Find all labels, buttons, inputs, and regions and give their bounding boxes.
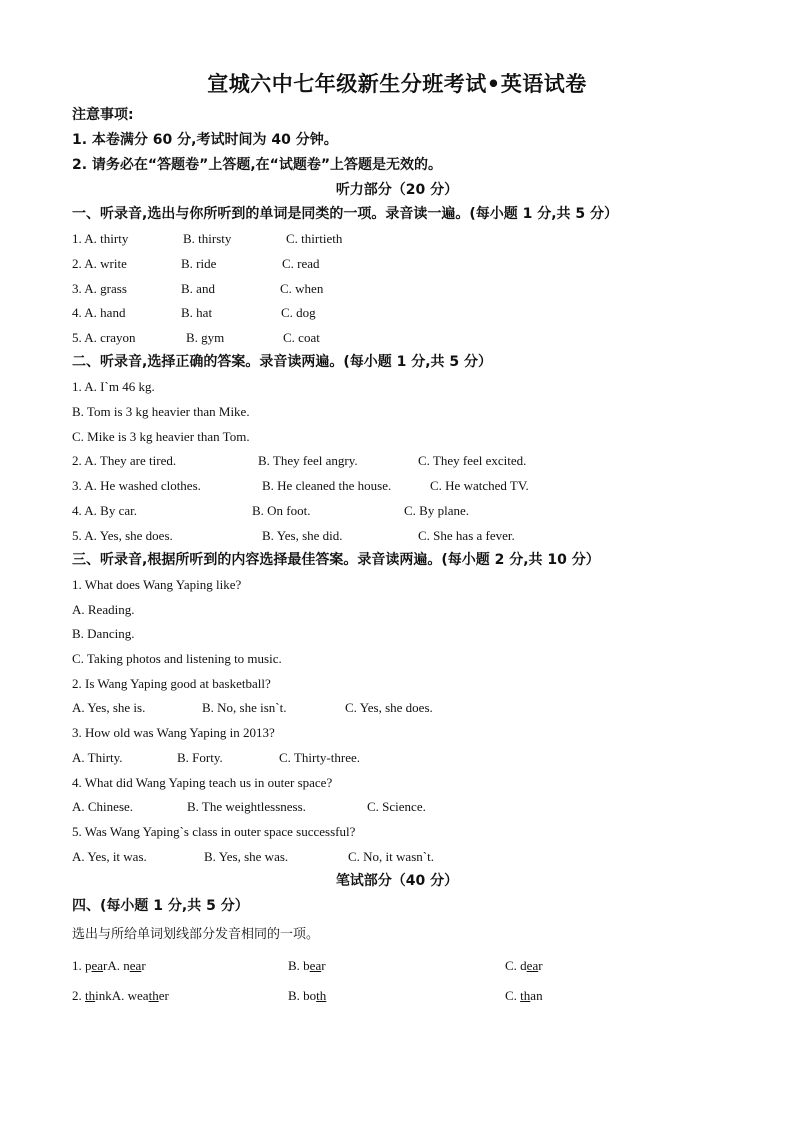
s2-q2-a: 2. A. They are tired.	[72, 453, 177, 468]
s1-q4-a: 4. A. hand	[72, 305, 126, 320]
s3-q2-b: B. No, she isn`t.	[202, 700, 287, 715]
s1-q1-b: B. thirsty	[183, 231, 232, 246]
s4-q2-word: 2. thinkA. weather	[72, 988, 169, 1003]
s4-q1-c: C. dear	[505, 958, 543, 973]
s1-q3-a: 3. A. grass	[72, 281, 127, 296]
s4-q1-word: 1. pearA. near	[72, 958, 146, 973]
listening-heading: 听力部分（20 分）	[335, 182, 459, 198]
s2-q1-b: B. Tom is 3 kg heavier than Mike.	[72, 404, 250, 419]
s3-q4-c: C. Science.	[367, 799, 426, 814]
notice-heading: 注意事项:	[72, 107, 134, 123]
s3-q1-b: B. Dancing.	[72, 626, 135, 641]
s4-q2-b: B. both	[288, 988, 327, 1003]
s1-q4-b: B. hat	[181, 305, 213, 320]
s1-q4-c: C. dog	[281, 305, 316, 320]
s2-q3-c: C. He watched TV.	[430, 478, 529, 493]
section2-heading: 二、听录音,选择正确的答案。录音读两遍。(每小题 1 分,共 5 分）	[72, 354, 493, 370]
s3-q3-question: 3. How old was Wang Yaping in 2013?	[72, 725, 275, 740]
s2-q2-c: C. They feel excited.	[418, 453, 527, 468]
s3-q1-c: C. Taking photos and listening to music.	[72, 651, 282, 666]
s1-q5-c: C. coat	[283, 330, 320, 345]
s1-q1-a: 1. A. thirty	[72, 231, 129, 246]
s3-q5-c: C. No, it wasn`t.	[348, 849, 434, 864]
section3-heading: 三、听录音,根据所听到的内容选择最佳答案。录音读两遍。(每小题 2 分,共 10 分）	[72, 552, 600, 568]
s3-q1-a: A. Reading.	[72, 602, 135, 617]
s3-q5-a: A. Yes, it was.	[72, 849, 147, 864]
s1-q3-c: C. when	[280, 281, 324, 296]
s3-q4-question: 4. What did Wang Yaping teach us in outer space?	[72, 775, 333, 790]
s1-q5-b: B. gym	[186, 330, 225, 345]
notice-item-2: 2. 请务必在“答题卷”上答题,在“试题卷”上答题是无效的。	[72, 157, 443, 173]
s2-q4-c: C. By plane.	[404, 503, 469, 518]
s2-q1-c: C. Mike is 3 kg heavier than Tom.	[72, 429, 250, 444]
s1-q2-c: C. read	[282, 256, 320, 271]
s3-q4-b: B. The weightlessness.	[187, 799, 306, 814]
s1-q5-a: 5. A. crayon	[72, 330, 136, 345]
s2-q2-b: B. They feel angry.	[258, 453, 358, 468]
s3-q2-question: 2. Is Wang Yaping good at basketball?	[72, 676, 271, 691]
s3-q2-a: A. Yes, she is.	[72, 700, 146, 715]
s3-q4-a: A. Chinese.	[72, 799, 134, 814]
s1-q2-a: 2. A. write	[72, 256, 127, 271]
notice-item-1: 1. 本卷满分 60 分,考试时间为 40 分钟。	[72, 132, 338, 148]
s3-q3-b: B. Forty.	[177, 750, 223, 765]
writing-heading: 笔试部分（40 分）	[335, 873, 459, 889]
s1-q1-c: C. thirtieth	[286, 231, 343, 246]
s3-q5-b: B. Yes, she was.	[204, 849, 289, 864]
s1-q3-b: B. and	[181, 281, 215, 296]
s3-q3-c: C. Thirty-three.	[279, 750, 360, 765]
s4-q2-c: C. than	[505, 988, 543, 1003]
s4-q1-b: B. bear	[288, 958, 326, 973]
s2-q5-c: C. She has a fever.	[418, 528, 515, 543]
s2-q5-b: B. Yes, she did.	[262, 528, 343, 543]
s3-q5-question: 5. Was Wang Yaping`s class in outer space successful?	[72, 824, 356, 839]
section1-heading: 一、听录音,选出与你所听到的单词是同类的一项。录音读一遍。(每小题 1 分,共 5 分）	[72, 206, 619, 222]
section4-heading: 四、(每小题 1 分,共 5 分）	[72, 898, 249, 914]
section4-instruction: 选出与所给单词划线部分发音相同的一项。	[72, 927, 320, 942]
s2-q1-a: 1. A. I`m 46 kg.	[72, 379, 155, 394]
s3-q1-question: 1. What does Wang Yaping like?	[72, 577, 242, 592]
s2-q3-b: B. He cleaned the house.	[262, 478, 392, 493]
s2-q5-a: 5. A. Yes, she does.	[72, 528, 173, 543]
page-title: 宣城六中七年级新生分班考试•英语试卷	[207, 72, 587, 96]
s3-q2-c: C. Yes, she does.	[345, 700, 433, 715]
s2-q3-a: 3. A. He washed clothes.	[72, 478, 201, 493]
s3-q3-a: A. Thirty.	[72, 750, 123, 765]
s2-q4-a: 4. A. By car.	[72, 503, 137, 518]
s1-q2-b: B. ride	[181, 256, 217, 271]
s2-q4-b: B. On foot.	[252, 503, 311, 518]
